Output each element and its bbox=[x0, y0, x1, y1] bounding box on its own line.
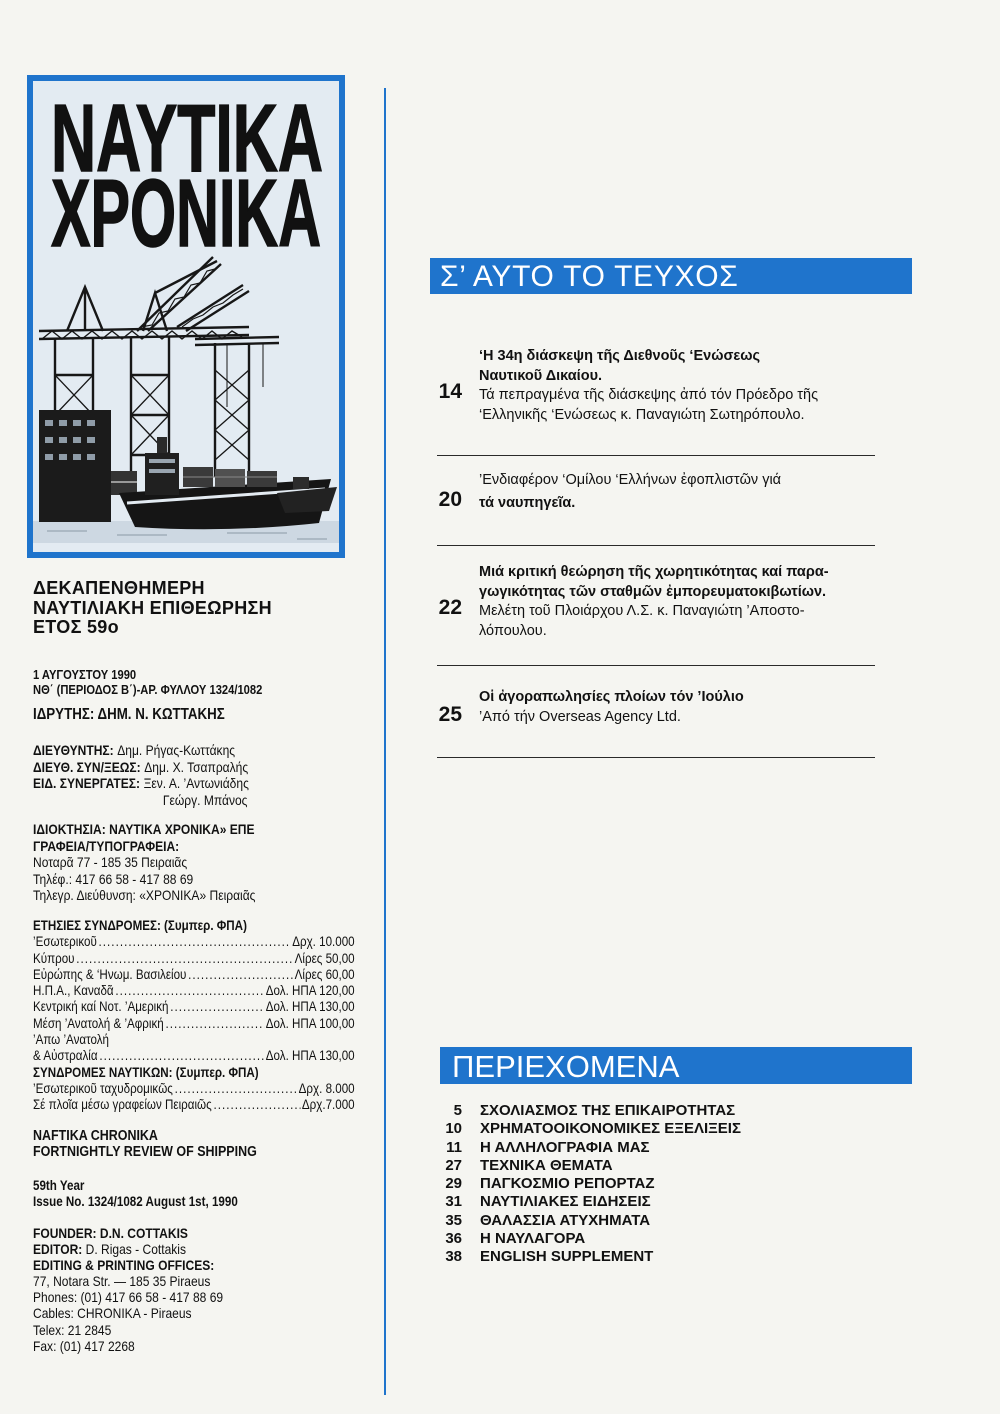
rate-region: Σέ πλοῖα μέσω γραφείων Πειραιῶς bbox=[33, 1097, 212, 1113]
publication-description bbox=[33, 579, 272, 638]
leader-dots bbox=[76, 951, 293, 967]
contents-item bbox=[420, 1193, 741, 1211]
contents-title: ΝΑΥΤΙΛΙΑΚΕΣ ΕΙΔΗΣΕΙΣ bbox=[480, 1193, 651, 1211]
english-title-block bbox=[33, 1128, 257, 1160]
staff-row bbox=[33, 759, 249, 776]
article-entry bbox=[479, 347, 818, 426]
rate-region: Εὐρώπης & ‘Ηνωμ. Βασιλείου bbox=[33, 966, 187, 982]
leader-dots bbox=[115, 983, 264, 999]
rate-row bbox=[33, 1081, 355, 1097]
in-this-issue-heading: Σ’ ΑΥΤΟ ΤΟ ΤΕΥΧΟΣ bbox=[440, 260, 739, 293]
contents-item bbox=[420, 1175, 741, 1193]
office-cable: Τηλεγρ. Διεύθυνση: «ΧΡΟΝΙΚΑ» Πειραιᾶς bbox=[33, 887, 256, 903]
office-address: Νοταρᾶ 77 - 185 35 Πειραιᾶς bbox=[33, 854, 188, 870]
rate-price: Δρχ.7.000 bbox=[301, 1097, 355, 1113]
offices-label: ΓΡΑΦΕΙΑ/ΤΥΠΟΓΡΑΦΕΙΑ: bbox=[33, 837, 180, 854]
english-staff-block bbox=[33, 1225, 223, 1354]
leader-dots bbox=[188, 967, 293, 983]
contents-page: 29 bbox=[445, 1175, 462, 1192]
contents-page: 11 bbox=[446, 1138, 462, 1156]
rate-region: ’Εσωτερικοῦ ταχυδρομικῶς bbox=[33, 1080, 173, 1096]
rate-price: Λίρες 60,00 bbox=[294, 966, 355, 982]
description-line: ΝΑΥΤΙΛΙΑΚΗ ΕΠΙΘΕΩΡΗΣΗ bbox=[33, 597, 272, 618]
contents-page: 5 bbox=[453, 1102, 462, 1119]
rate-region: Η.Π.Α., Καναδᾶ bbox=[33, 983, 114, 999]
description-line: ΕΤΟΣ 59ο bbox=[33, 617, 119, 637]
english-fax: Fax: (01) 417 2268 bbox=[33, 1337, 135, 1354]
staff-label: ΔΙΕΥΘΥΝΤΗΣ: bbox=[33, 742, 114, 758]
article-entry bbox=[479, 563, 829, 642]
article-title-line: Μιά κριτική θεώρηση τῆς χωρητικότητας καί παρα- bbox=[479, 564, 829, 580]
masthead-title-line1: ΝΑΥΤΙΚΑ bbox=[51, 85, 323, 192]
rate-row bbox=[33, 1016, 355, 1032]
article-summary-line: ’Ενδιαφέρον ‘Ομίλου ‘Ελλήνων ἐφοπλιστῶν γιά bbox=[479, 472, 782, 488]
issue-number: ΝΘ΄ (ΠΕΡΙΟΔΟΣ Β΄)-ΑΡ. ΦΥΛΛΟΥ 1324/1082 bbox=[33, 682, 263, 697]
leader-dots bbox=[99, 934, 291, 950]
rate-row bbox=[33, 1048, 355, 1064]
staff-list bbox=[33, 742, 249, 809]
contents-item bbox=[420, 1212, 741, 1230]
rate-region: ’Εσωτερικοῦ bbox=[33, 934, 97, 950]
staff-row bbox=[33, 742, 249, 759]
english-offices-label: EDITING & PRINTING OFFICES: bbox=[33, 1257, 215, 1274]
leader-dots bbox=[170, 999, 264, 1015]
article-separator bbox=[437, 665, 875, 666]
article-summary-line: ‘Ελληνικῆς ‘Ενώσεως κ. Παναγιώτη Σωτηρόπουλο. bbox=[479, 407, 805, 424]
article-title-line: Ναυτικοῦ Δικαίου. bbox=[479, 367, 603, 384]
english-issue: Issue No. 1324/1082 August 1st, 1990 bbox=[33, 1194, 238, 1209]
rate-price: Δολ. ΗΠΑ 100,00 bbox=[265, 1015, 355, 1031]
contents-title: ΣΧΟΛΙΑΣΜΟΣ ΤΗΣ ΕΠΙΚΑΙΡΟΤΗΤΑΣ bbox=[480, 1102, 736, 1119]
article-title-line: ‘Η 34η διάσκεψη τῆς Διεθνοῦς ‘Ενώσεως bbox=[479, 348, 761, 364]
rate-price: Λίρες 50,00 bbox=[294, 950, 355, 966]
masthead-logo bbox=[27, 75, 345, 558]
article-page-number: 25 bbox=[438, 703, 462, 726]
rate-row bbox=[33, 999, 355, 1015]
contents-page: 27 bbox=[445, 1156, 462, 1174]
contents-title: ΠΑΓΚΟΣΜΙΟ ΡΕΠΟΡΤΑΖ bbox=[480, 1175, 655, 1192]
article-summary-line: Μελέτη τοῦ Πλοιάρχου Λ.Σ. κ. Παναγιώτη ’Αποστο- bbox=[479, 603, 805, 620]
issue-date: 1 ΑΥΓΟΥΣΤΟΥ 1990 bbox=[33, 667, 137, 682]
rate-row bbox=[33, 1097, 355, 1113]
english-phones: Phones: (01) 417 66 58 - 417 88 69 bbox=[33, 1289, 224, 1306]
english-issue-block bbox=[33, 1178, 238, 1210]
contents-page: 36 bbox=[445, 1229, 462, 1247]
english-founder: FOUNDER: D.N. COTTAKIS bbox=[33, 1225, 188, 1241]
rate-row bbox=[33, 951, 355, 967]
issue-info bbox=[33, 667, 262, 697]
contents-page: 35 bbox=[445, 1211, 462, 1229]
english-editor-row bbox=[33, 1241, 223, 1257]
rate-row bbox=[33, 934, 355, 950]
rate-region: & Αὐστραλία bbox=[33, 1048, 98, 1064]
leader-dots bbox=[213, 1097, 300, 1113]
article-title-line: γωγικότητας τῶν σταθμῶν ἐμπορευματοκιβωτίων. bbox=[479, 583, 827, 600]
rate-row bbox=[33, 983, 355, 999]
contents-banner bbox=[440, 1047, 912, 1084]
editor-label: EDITOR: bbox=[33, 1241, 83, 1258]
rate-price: Δολ. ΗΠΑ 130,00 bbox=[265, 1048, 355, 1064]
rate-price: Δρχ. 8.000 bbox=[298, 1080, 355, 1096]
rate-price: Δρχ. 10.000 bbox=[292, 934, 355, 950]
rate-region: Κεντρική καί Νοτ. ’Αμερική bbox=[33, 999, 169, 1015]
office-phone: Τηλέφ.: 417 66 58 - 417 88 69 bbox=[33, 870, 194, 887]
english-tagline: FORTNIGHTLY REVIEW OF SHIPPING bbox=[33, 1144, 257, 1160]
staff-label: ΕΙΔ. ΣΥΝΕΡΓΑΤΕΣ: bbox=[33, 775, 140, 792]
staff-row bbox=[33, 775, 249, 792]
ownership-block bbox=[33, 821, 255, 904]
contents-page: 31 bbox=[445, 1193, 462, 1211]
contents-title: Η ΝΑΥΛΑΓΟΡΑ bbox=[480, 1229, 586, 1247]
contents-title: Η ΑΛΛΗΛΟΓΡΑΦΙΑ ΜΑΣ bbox=[480, 1138, 650, 1156]
subscriptions-block bbox=[33, 918, 355, 1114]
contents-title: ΘΑΛΑΣΣΙΑ ΑΤΥΧΗΜΑΤΑ bbox=[480, 1211, 651, 1229]
rate-price: Δολ. ΗΠΑ 130,00 bbox=[265, 999, 355, 1015]
staff-value: Ξεν. Α. ’Αντωνιάδης bbox=[143, 775, 249, 792]
english-telex: Telex: 21 2845 bbox=[33, 1321, 112, 1338]
english-year: 59th Year bbox=[33, 1178, 85, 1193]
rate-region: Κύπρου bbox=[33, 950, 75, 966]
description-line: ΔΕΚΑΠΕΝΘΗΜΕΡΗ bbox=[33, 578, 205, 598]
in-this-issue-banner bbox=[430, 258, 912, 294]
english-cables: Cables: CHRONIKA - Piraeus bbox=[33, 1305, 192, 1322]
contents-title: ENGLISH SUPPLEMENT bbox=[480, 1248, 654, 1265]
article-page-number: 14 bbox=[438, 380, 462, 403]
contents-item bbox=[420, 1230, 741, 1248]
contents-item bbox=[420, 1120, 741, 1138]
english-address: 77, Notara Str. — 185 35 Piraeus bbox=[33, 1273, 211, 1290]
leader-dots bbox=[99, 1048, 264, 1064]
contents-item bbox=[420, 1248, 741, 1266]
staff-value-continued: Γεώργ. Μπάνος bbox=[162, 792, 248, 809]
leader-dots bbox=[165, 1016, 264, 1032]
contents-list bbox=[420, 1102, 741, 1266]
rate-row bbox=[33, 967, 355, 983]
contents-title: ΧΡΗΜΑΤΟΟΙΚΟΝΟΜΙΚΕΣ ΕΞΕΛΙΞΕΙΣ bbox=[480, 1120, 741, 1138]
article-separator bbox=[437, 455, 875, 456]
article-separator bbox=[437, 545, 875, 546]
article-entry bbox=[479, 688, 744, 727]
rate-price: Δολ. ΗΠΑ 120,00 bbox=[265, 983, 355, 999]
article-separator bbox=[437, 757, 875, 758]
article-summary-line: λόπουλου. bbox=[479, 623, 547, 640]
staff-value: Δημ. Ρήγας-Κωττάκης bbox=[117, 742, 236, 758]
article-summary-line: Τά πεπραγμένα τῆς διάσκεψης ἀπό τόν Πρόεδρο τῆς bbox=[479, 387, 819, 404]
article-title-line: Οἱ ἀγοραπωλησίες πλοίων τόν ’Ιούλιο bbox=[479, 689, 744, 705]
contents-heading: ΠΕΡΙΕΧΟΜΕΝΑ bbox=[452, 1049, 680, 1084]
article-summary-line: ’Από τήν Overseas Agency Ltd. bbox=[479, 708, 681, 725]
leader-dots bbox=[175, 1081, 297, 1097]
contents-item bbox=[420, 1139, 741, 1157]
contents-page: 10 bbox=[445, 1120, 462, 1138]
staff-value: Δημ. Χ. Τσαπραλής bbox=[144, 758, 249, 775]
staff-label: ΔΙΕΥΘ. ΣΥΝ/ΞΕΩΣ: bbox=[33, 758, 141, 775]
contents-page: 38 bbox=[445, 1248, 462, 1265]
article-title-line: τά ναυπηγεῖα. bbox=[479, 495, 576, 511]
rate-region: ’Απω ’Ανατολή bbox=[33, 1032, 110, 1048]
english-name: NAFTIKA CHRONIKA bbox=[33, 1128, 158, 1144]
masthead-title-line2: ΧΡΟΝΙΚΑ bbox=[51, 160, 321, 267]
founder-greek: ΙΔΡΥΤΗΣ: ΔΗΜ. Ν. ΚΩΤΤΑΚΗΣ bbox=[33, 706, 225, 723]
article-page-number: 22 bbox=[438, 596, 462, 619]
column-divider bbox=[384, 88, 386, 1395]
contents-item bbox=[420, 1102, 741, 1120]
seamen-subscriptions-heading: ΣΥΝΔΡΟΜΕΣ ΝΑΥΤΙΚΩΝ: (Συμπερ. ΦΠΑ) bbox=[33, 1064, 259, 1080]
editor-name: D. Rigas - Cottakis bbox=[85, 1241, 186, 1258]
article-page-number: 20 bbox=[438, 488, 462, 511]
contents-title: ΤΕΧΝΙΚΑ ΘΕΜΑΤΑ bbox=[480, 1156, 613, 1174]
contents-item bbox=[420, 1157, 741, 1175]
subscriptions-heading: ΕΤΗΣΙΕΣ ΣΥΝΔΡΟΜΕΣ: (Συμπερ. ΦΠΑ) bbox=[33, 918, 247, 933]
article-entry bbox=[479, 469, 781, 515]
owner-line: ΙΔΙΟΚΤΗΣΙΑ: ΝΑΥΤΙΚΑ ΧΡΟΝΙΚΑ» ΕΠΕ bbox=[33, 821, 255, 837]
rate-region: Μέση ’Ανατολή & ’Αφρική bbox=[33, 1015, 164, 1031]
